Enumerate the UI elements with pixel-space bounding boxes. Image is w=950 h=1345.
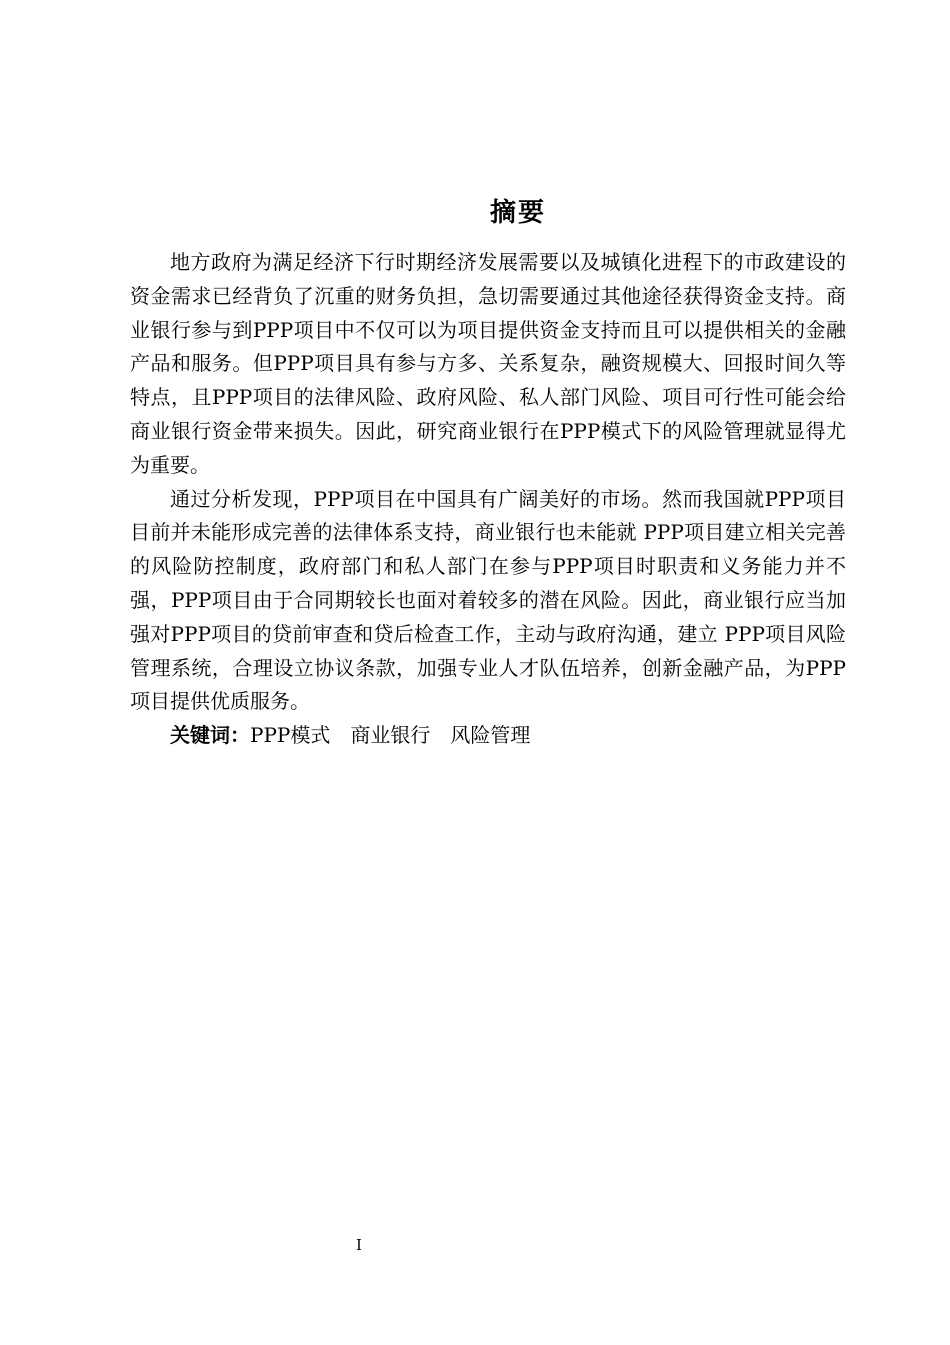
abstract-title: 摘要 [489,198,546,228]
abstract-paragraph-1: 地方政府为满足经济下行时期经济发展需要以及城镇化进程下的市政建设的资金需求已经背负了沉重的财务负担，急切需要通过其他途径获得资金支持。商业银行参与到PPP项目中不仅可以为项目提供资金支持而且可以提供相关的金融产品和服务。但PPP项目具有参与方多、关系复杂，融资规模大、回报时间久等特点，且PPP项目的法律风险、政府风险、私人部门风险、项目可行性可能会给商业银行资金带来损失。因此，研究商业银行在PPP模式下的风险管理就显得尤为重要。 [130,250,846,477]
abstract-body [130,246,846,753]
keyword-2: 商业银行 [350,723,431,748]
page-number: I [356,1236,362,1254]
abstract-paragraph-2: 通过分析发现，PPP项目在中国具有广阔美好的市场。然而我国就PPP项目目前并未能形成完善的法律体系支持，商业银行也未能就 PPP项目建立相关完善的风险防控制度，政府部门和私人部门在参与PPP项目时职责和义务能力并不强，PPP项目由于合同期较长也面对着较多的潜在风险。因此，商业银行应当加强对PPP项目的贷前审查和贷后检查工作，主动与政府沟通，建立 PPP项目风险管理系统，合理设立协议条款，加强专业人才队伍培养，创新金融产品，为PPP项目提供优质服务。 [130,486,846,714]
keyword-3: 风险管理 [450,723,531,748]
keywords-line [130,719,846,753]
keyword-1: PPP模式 [250,723,331,748]
keywords-label: 关键词： [170,723,250,748]
